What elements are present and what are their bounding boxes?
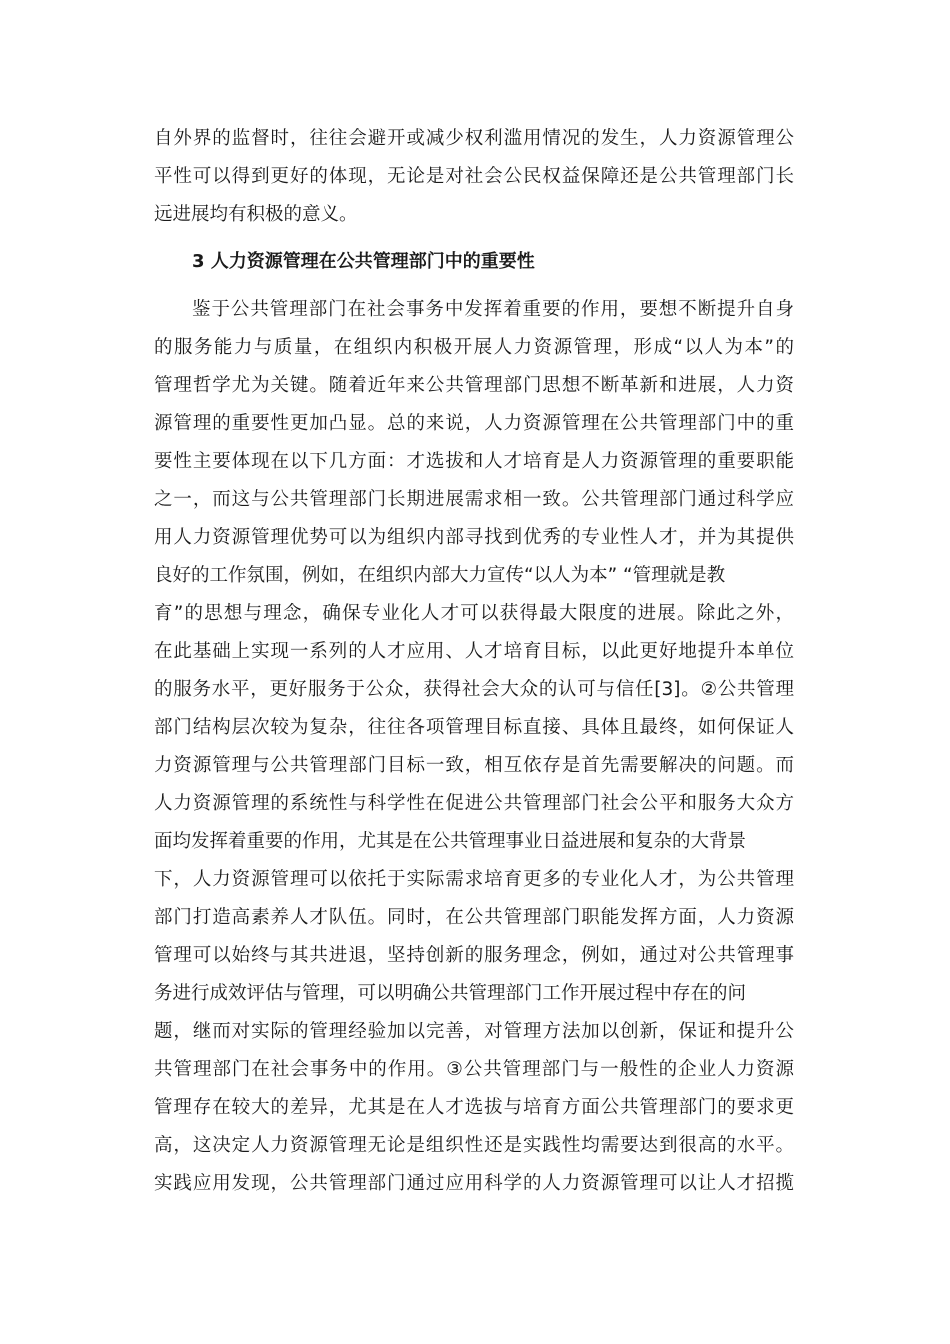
paragraph-line: 管理可以始终与其共进退，坚持创新的服务理念，例如，通过对公共管理事 (154, 945, 794, 966)
paragraph-line: 共管理部门在社会事务中的作用。③公共管理部门与一般性的企业人力资源 (154, 1059, 794, 1080)
paragraph-line: 在此基础上实现一系列的人才应用、人才培育目标，以此更好地提升本单位 (154, 641, 794, 662)
paragraph-line: 的服务水平，更好服务于公众，获得社会大众的认可与信任[3]。②公共管理 (154, 679, 794, 700)
paragraph-line: 题，继而对实际的管理经验加以完善，对管理方法加以创新，保证和提升公 (154, 1021, 794, 1042)
paragraph-line: 实践应用发现，公共管理部门通过应用科学的人力资源管理可以让人才招揽 (154, 1173, 794, 1194)
paragraph-line: 力资源管理与公共管理部门目标一致，相互依存是首先需要解决的问题。而 (154, 755, 794, 776)
paragraph-line: 要性主要体现在以下几方面：才选拔和人才培育是人力资源管理的重要职能 (154, 451, 794, 472)
paragraph-line: 部门打造高素养人才队伍。同时，在公共管理部门职能发挥方面，人力资源 (154, 907, 794, 928)
paragraph-line: 部门结构层次较为复杂，往往各项管理目标直接、具体且最终，如何保证人 (154, 717, 794, 738)
paragraph-line: 平性可以得到更好的体现，无论是对社会公民权益保障还是公共管理部门长 (154, 166, 794, 187)
paragraph-line: 人力资源管理的系统性与科学性在促进公共管理部门社会公平和服务大众方 (154, 793, 794, 814)
paragraph-line: 的服务能力与质量，在组织内积极开展人力资源管理，形成“以人为本”的 (154, 337, 794, 358)
paragraph-line: 远进展均有积极的意义。 (154, 204, 358, 225)
paragraph-line: 管理存在较大的差异，尤其是在人才选拔与培育方面公共管理部门的要求更 (154, 1097, 794, 1118)
paragraph-line: 务进行成效评估与管理，可以明确公共管理部门工作开展过程中存在的问 (154, 983, 747, 1004)
paragraph-line: 良好的工作氛围，例如，在组织内部大力宣传“以人为本” “管理就是教 (154, 565, 726, 586)
section-heading (154, 243, 794, 281)
paragraph-line: 高，这决定人力资源管理无论是组织性还是实践性均需要达到很高的水平。 (154, 1135, 794, 1156)
paragraph-line: 管理哲学尤为关键。随着近年来公共管理部门思想不断革新和进展，人力资 (154, 375, 794, 396)
paragraph-line: 源管理的重要性更加凸显。总的来说，人力资源管理在公共管理部门中的重 (154, 413, 794, 434)
paragraph-line: 之一，而这与公共管理部门长期进展需求相一致。公共管理部门通过科学应 (154, 489, 794, 510)
paragraph-line: 育”的思想与理念，确保专业化人才可以获得最大限度的进展。除此之外， (154, 603, 794, 624)
paragraph-body (154, 291, 794, 1203)
section-heading-text: 3 人力资源管理在公共管理部门中的重要性 (192, 251, 535, 272)
paragraph-line: 鉴于公共管理部门在社会事务中发挥着重要的作用，要想不断提升自身 (192, 299, 794, 320)
paragraph-line: 下，人力资源管理可以依托于实际需求培育更多的专业化人才，为公共管理 (154, 869, 794, 890)
paragraph-line: 自外界的监督时，往往会避开或减少权利滥用情况的发生，人力资源管理公 (154, 128, 794, 149)
paragraph-line: 用人力资源管理优势可以为组织内部寻找到优秀的专业性人才，并为其提供 (154, 527, 794, 548)
paragraph-continued (154, 120, 794, 234)
paragraph-line: 面均发挥着重要的作用，尤其是在公共管理事业日益进展和复杂的大背景 (154, 831, 747, 852)
